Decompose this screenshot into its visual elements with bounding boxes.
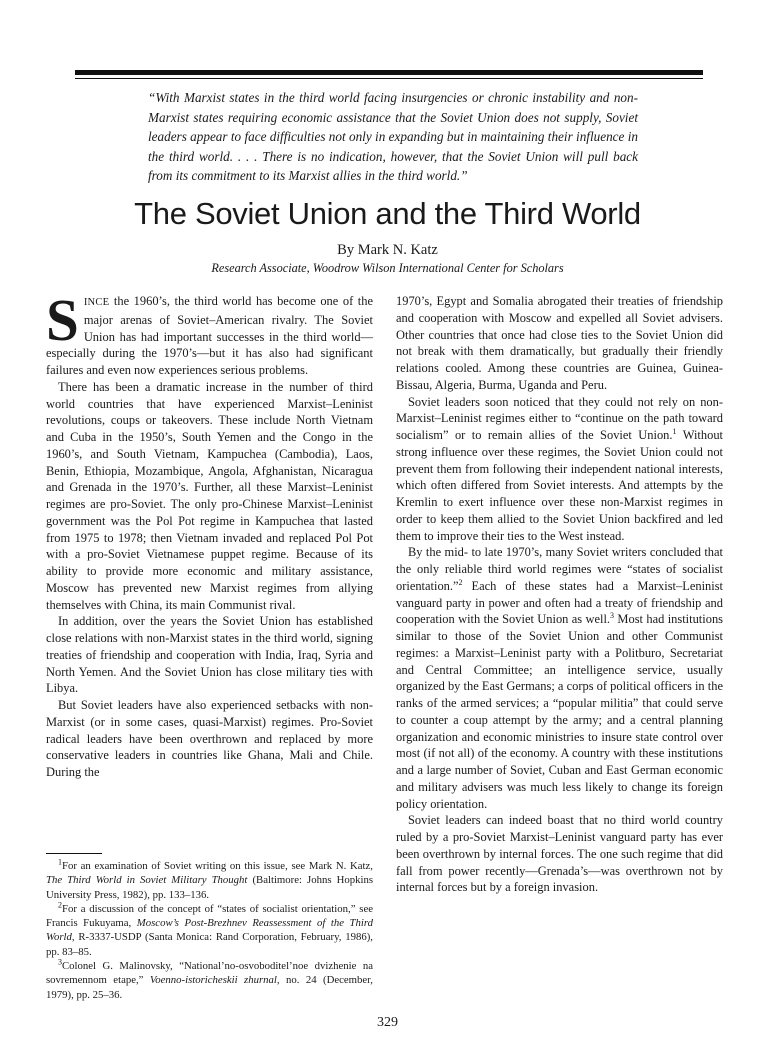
footnote-1-text-end: (Baltimore: Johns Hopkins University Press, 1982), pp. 133–136.: [46, 874, 374, 901]
top-heavy-rule: [75, 70, 703, 75]
paragraph-6-text: Soviet leaders soon noticed that they could not rely on non-Marxist–Leninist regimes either to “continue on the path toward socialism” or to remain allies of the Soviet Union.: [396, 394, 723, 442]
author-affiliation: Research Associate, Woodrow Wilson International Center for Scholars: [211, 261, 564, 275]
right-column: [396, 293, 723, 896]
footnote-2-title: Moscow’s Post-Brezhnev Reassessment of the Third World: [46, 917, 374, 944]
paragraph-7-text: By the mid- to late 1970’s, many Soviet writers concluded that the only reliable third world regimes were “states of socialist orientation.”: [396, 545, 723, 593]
lead-smallcaps: INCE: [83, 297, 110, 308]
drop-cap: S: [46, 287, 79, 353]
epigraph-quote: “With Marxist states in the third world facing insurgencies or chronic instability and non-Marxist states requiring economic assistance that the Soviet Union does not supply, Soviet leaders appear to face difficulties not only in expanding but in maintaining their influence in the third world. . . . There is no indication, however, that the Soviet Union will pull back from its commitment to its Marxist allies in the third world.”: [148, 90, 638, 183]
article-title: The Soviet Union and the Third World: [134, 196, 641, 231]
paragraph-6-text-end: Without strong influence over these regimes, the Soviet Union could not prevent them from following their independent national interests, which often differed from Soviet interests. And attempts by the Kremlin to exert influence over these non-Marxist regimes in order to keep them allied to the Soviet Union backfired and led them to improve their ties to the West instead.: [396, 428, 723, 543]
top-thin-rule: [75, 78, 703, 79]
paragraph-1: [46, 287, 373, 379]
footnote-3: [46, 959, 373, 1002]
footnote-2-mark: 2: [58, 900, 62, 910]
footnote-ref-2: 2: [458, 577, 463, 587]
footnote-2-text-end: , R-3337-USDP (Santa Monica: Rand Corporation, February, 1986), pp. 83–85.: [46, 931, 373, 958]
paragraph-2: There has been a dramatic increase in the number of third world countries that have experienced Marxist–Leninist revolutions, coups or takeovers. These include North Vietnam and Cuba in the 1950’s, South Yemen and the Congo in the 1960’s, and South Vietnam, Kampuchea (Cambodia), Laos, Benin, Ethiopia, Mozambique, Angola, Afghanistan, Nicaragua and Grenada in the 1970’s. Further, all these Marxist–Leninist regimes are pro-Soviet. The only pro-Chinese Marxist–Leninist government was the Pol Pot regime in Kampuchea that lasted from 1975 to 1978; then Vietnam invaded and replaced Pol Pot with a pro-Soviet Vietnamese puppet regime. Because of its ability to provide more economic and military assistance, Moscow has prevented new Marxist regimes from allying themselves with China, its main Communist rival.: [46, 379, 373, 612]
footnote-ref-3: 3: [610, 611, 615, 621]
byline-author: Mark N. Katz: [357, 242, 438, 258]
footnote-3-mark: 3: [58, 957, 62, 967]
page-number: 329: [377, 1015, 398, 1030]
footnote-1-title: The Third World in Soviet Military Thought: [46, 874, 248, 887]
paragraph-1-text: the 1960’s, the third world has become one of the major arenas of Soviet–American rivalry. The Soviet Union has had important successes in the third world—especially during the 1970’s—but it has also had significant failures and even now experiences serious problems.: [46, 294, 373, 377]
footnote-1-text: For an examination of Soviet writing on this issue, see Mark N. Katz,: [62, 860, 373, 872]
byline-by: By: [337, 242, 355, 258]
footnote-2-text: For a discussion of the concept of “states of socialist orientation,” see Francis Fukuyama,: [46, 902, 373, 930]
paragraph-4: But Soviet leaders have also experienced setbacks with non-Marxist (or in some cases, quasi-Marxist) regimes. Pro-Soviet radical leaders have been overthrown and replaced by more conservative leaders in countries like Ghana, Mali and Chile. During the: [46, 698, 373, 779]
footnote-3-text: Colonel G. Malinovsky, “National’no-osvoboditel’noe dvizhenie na sovremennom etape,”: [46, 960, 373, 987]
footnote-1-mark: 1: [58, 857, 62, 867]
paragraph-6: [396, 394, 723, 545]
footnote-ref-1: 1: [672, 426, 677, 436]
paragraph-3: In addition, over the years the Soviet Union has established close relations with non-Marxist states in the third world, signing treaties of friendship and cooperation with India, Iraq, Syria and North Yemen. And the Soviet Union has close military ties with Libya.: [46, 614, 373, 696]
left-column: [46, 287, 373, 781]
paragraph-7-text-end: Most had institutions similar to those of the Soviet Union and other Communist regimes: a Marxist–Leninist party with a Politburo, Secretariat and Central Committee; an intelligence service, usually organized by the East Germans; a corps of political officers in the ranks of the armed services; a “popular militia” that could serve to counter a coup attempt by the army; and a central planning organization and economic ministries to insure state control over most (if not all) of the economy. A country with these institutions and a large number of Soviet, Cuban and East German economic and military advisers was much less likely to change its foreign policy orientation.: [396, 612, 723, 811]
footnote-rule: [46, 853, 102, 854]
footnote-1: [46, 859, 373, 902]
paragraph-7: [396, 544, 723, 812]
paragraph-5: 1970’s, Egypt and Somalia abrogated their treaties of friendship and cooperation with Moscow and expelled all Soviet advisers. Other countries that once had close ties to the Soviet Union did not break with them dramatically, but gradually their friendly relations cooled. Among these countries are Guinea, Guinea-Bissau, Algeria, Burma, Uganda and Peru.: [396, 294, 723, 392]
footnote-3-title: Voenno-istoricheskii zhurnal: [149, 974, 277, 987]
byline: [0, 242, 775, 259]
footnote-3-text-end: , no. 24 (December, 1979), pp. 25–36.: [46, 974, 373, 1001]
paragraph-7-text-mid: Each of these states had a Marxist–Leninist vanguard party in power and often had a treaty of friendship and cooperation with the Soviet Union as well.: [396, 578, 723, 627]
footnote-2: [46, 902, 373, 959]
footnotes: [46, 859, 373, 1002]
paragraph-8: Soviet leaders can indeed boast that no third world country ruled by a pro-Soviet Marxist–Leninist vanguard party has ever been overthrown by internal forces. The one such regime that did fall from power recently—Grenada’s—was overthrown not by internal forces but by a foreign invasion.: [396, 813, 723, 895]
